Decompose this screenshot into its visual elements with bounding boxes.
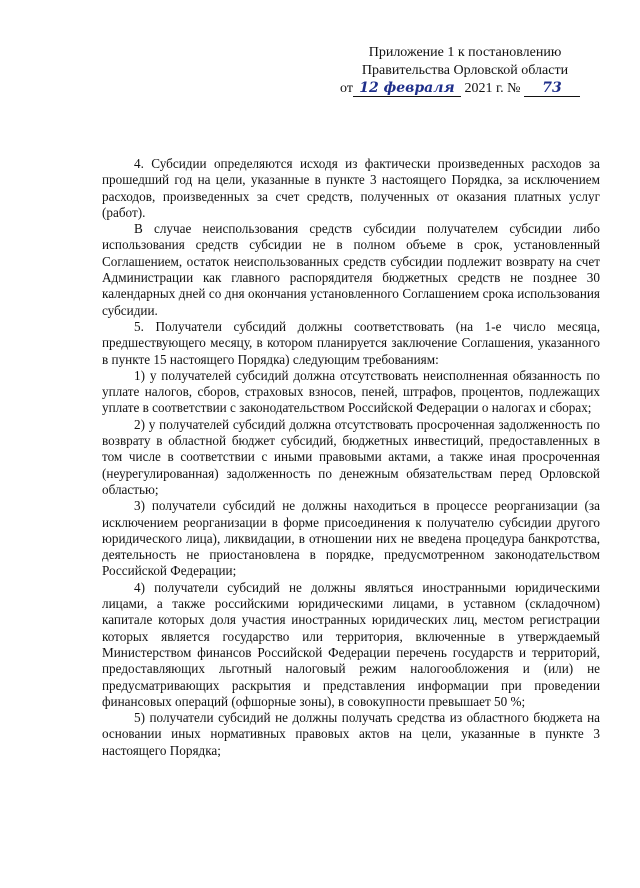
date-prefix: от [340,81,353,96]
document-body [102,156,600,759]
requirement-2: 2) у получателей субсидий должна отсутствовать просроченная задолженность по возврату в областной бюджет субсидий, бюджетных инвестиций, предоставленных в том числе в соответствии с иными правовыми актами, а также иная просроченная (неурегулированная) задолженность по денежным обязательствам перед Орловской областью; [102,416,600,497]
paragraph-subsidy-return: В случае неиспользования средств субсидии получателем субсидии либо использования средств субсидии не в полном объеме в срок, установленный Соглашением, остаток неиспользованных средств субсидии подлежит возврату на счет Администрации как главного распорядителя бюджетных средств не позднее 30 календарных дней со дня окончания установленного Соглашением срока использования субсидии. [102,221,600,318]
year-and-number-label: 2021 г. № [464,81,521,96]
requirement-5: 5) получатели субсидий не должны получать средства из областного бюджета на основании иных нормативных правовых актов на цели, указанные в пункте 3 настоящего Порядка; [102,710,600,758]
government-name: Правительства Орловской области [361,63,569,78]
handwritten-number: 73 [524,80,580,97]
paragraph-item-4: 4. Субсидии определяются исходя из фактически произведенных расходов за прошедший год на цели, указанные в пункте 3 настоящего Порядка, за исключением расходов, произведенных за счет средств, полученных от оказания платных услуг (работ). [102,156,600,220]
appendix-header [330,44,600,98]
requirement-3: 3) получатели субсидий не должны находиться в процессе реорганизации (за исключением реорганизации в форме присоединения к получателю субсидии другого юридического лица), ликвидации, в отношении них не введена процедура банкротства, деятельность не приостановлена в порядке, предусмотренном законодательством Российской Федерации; [102,498,600,579]
paragraph-item-5: 5. Получатели субсидий должны соответствовать (на 1-е число месяца, предшествующего месяцу, в котором планируется заключение Соглашения, указанного в пункте 15 настоящего Порядка) следующим требованиям: [102,318,600,367]
resolution-date-line [330,80,600,98]
requirement-1: 1) у получателей субсидий должна отсутствовать неисполненная обязанность по уплате налогов, сборов, страховых взносов, пеней, штрафов, процентов, подлежащих уплате в соответствии с законодательством Российской Федерации о налогах и сборах; [102,367,600,416]
requirement-4: 4) получатели субсидий не должны являться иностранными юридическими лицами, а также российскими юридическими лицами, в уставном (складочном) капитале которых доля участия иностранных юридических лиц, местом регистрации которых является государство или территория, включенные в утверждаемый Министерством финансов Российской Федерации перечень государств и территорий, предоставляющих льготный налоговый режим налогообложения и (или) не предусматривающих раскрытия и представления информации при проведении финансовых операций (офшорные зоны), в совокупности превышает 50 %; [102,579,600,709]
appendix-title: Приложение 1 к постановлению [368,45,562,60]
handwritten-date: 12 февраля [353,80,461,97]
